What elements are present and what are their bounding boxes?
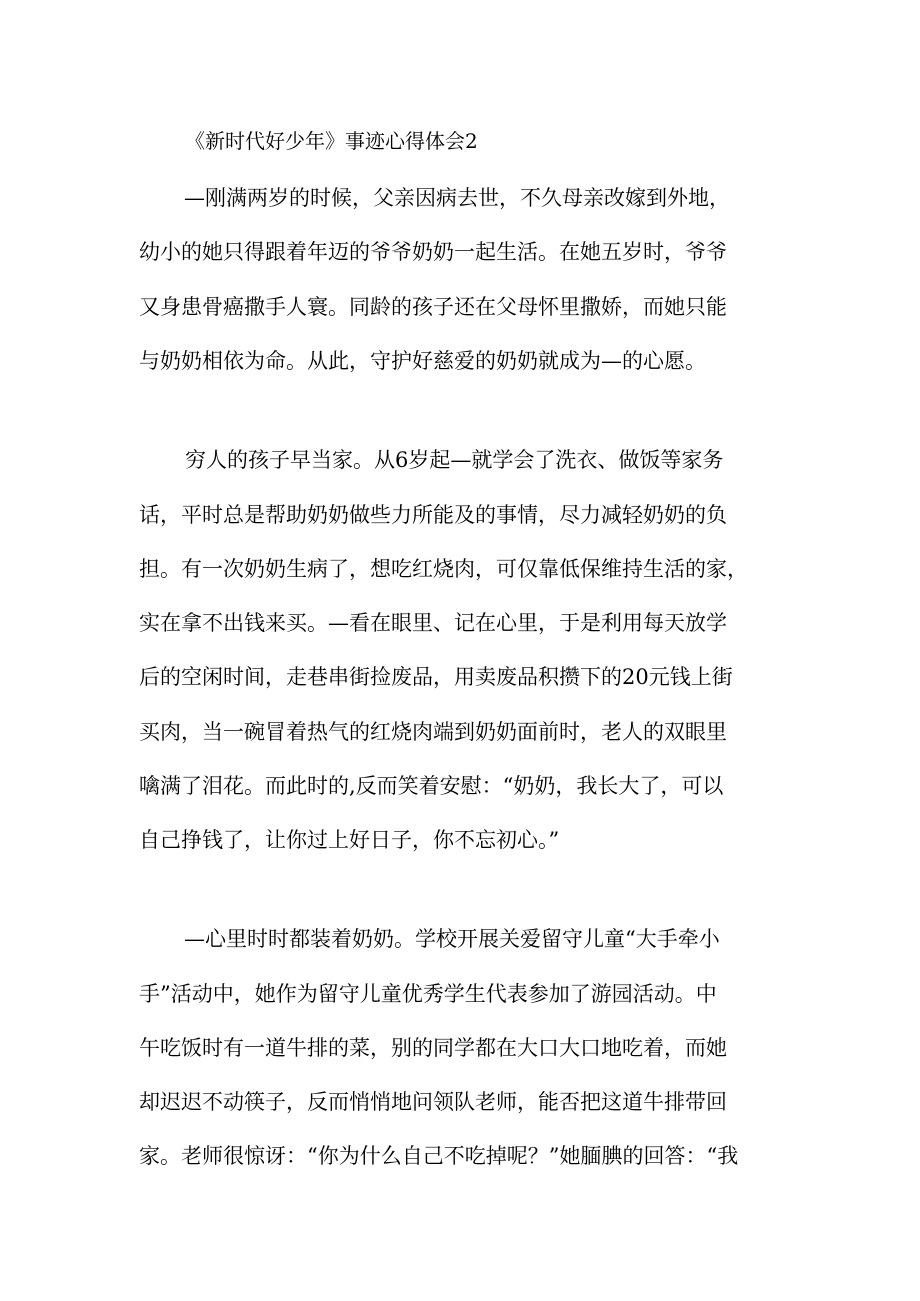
text-line: 话，平时总是帮助奶奶做些力所能及的事情，尽力减轻奶奶的负 bbox=[139, 503, 727, 527]
text-line: 家。老师很惊讶：“你为什么自己不吃掉呢？”她腼腆的回答：“我 bbox=[139, 1144, 739, 1168]
text-line: 实在拿不出钱来买。—看在眼里、记在心里，于是利用每天放学 bbox=[139, 611, 727, 635]
document-title: 《新时代好少年》事迹心得体会2 bbox=[185, 129, 478, 153]
text-line: 穷人的孩子早当家。从6岁起—就学会了洗衣、做饭等家务 bbox=[185, 448, 724, 472]
text-line: 午吃饭时有一道牛排的菜，别的同学都在大口大口地吃着，而她 bbox=[139, 1036, 727, 1060]
text-line: 噙满了泪花。而此时的,反而笑着安慰：“奶奶，我长大了，可以 bbox=[139, 774, 724, 798]
text-line: 却迟迟不动筷子，反而悄悄地问领队老师，能否把这道牛排带回 bbox=[139, 1090, 727, 1114]
text-line: 自己挣钱了，让你过上好日子，你不忘初心。” bbox=[139, 828, 560, 852]
text-line: —心里时时都装着奶奶。学校开展关爱留守儿童“大手牵小 bbox=[184, 927, 720, 951]
text-line: 买肉，当一碗冒着热气的红烧肉端到奶奶面前时，老人的双眼里 bbox=[139, 720, 727, 744]
text-line: 幼小的她只得跟着年迈的爷爷奶奶一起生活。在她五岁时，爷爷 bbox=[139, 240, 727, 264]
text-line: —刚满两岁的时候，父亲因病去世，不久母亲改嫁到外地， bbox=[184, 186, 730, 210]
text-line: 后的空闲时间，走巷串街捡废品，用卖废品积攒下的20元钱上街 bbox=[139, 665, 733, 689]
text-line: 与奶奶相依为命。从此，守护好慈爱的奶奶就成为—的心愿。 bbox=[139, 349, 706, 373]
text-line: 又身患骨癌撒手人寰。同龄的孩子还在父母怀里撒娇，而她只能 bbox=[139, 295, 727, 319]
text-line: 担。有一次奶奶生病了，想吃红烧肉，可仅靠低保维持生活的家， bbox=[139, 557, 748, 581]
text-line: 手”活动中，她作为留守儿童优秀学生代表参加了游园活动。中 bbox=[139, 982, 717, 1006]
